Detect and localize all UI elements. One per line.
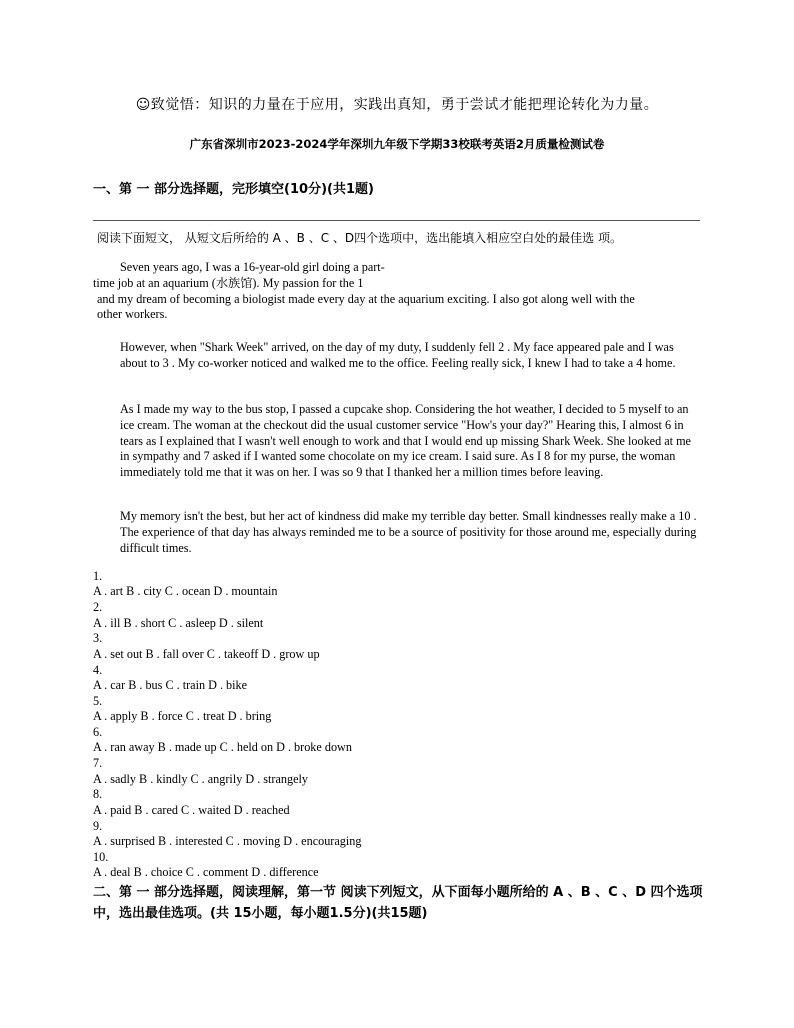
question-number: 1.: [93, 569, 103, 583]
question-item: [93, 600, 361, 631]
question-item: [93, 569, 361, 600]
passage-line: other workers.: [97, 307, 168, 322]
passage-text: My memory isn't the best, but her act of kindness did make my terrible day better. Small kindnesses really make a 10 . The experience of that day has always reminded me to be a source of positivity for those around me, especially during difficult times.: [120, 509, 697, 555]
motto: ☺致觉悟：知识的力量在于应用，实践出真知，勇于尝试才能把理论转化为力量。: [135, 97, 659, 113]
question-number: 10.: [93, 849, 109, 864]
question-number: 8.: [93, 787, 103, 802]
question-item: [93, 850, 361, 881]
question-options: A . paid B . cared C . waited D . reached: [93, 802, 290, 817]
section1-instruction: 阅读下面短文， 从短文后所给的 A 、B 、C 、D四个选项中，选出能填入相应空白处的最佳选 项。: [97, 231, 622, 245]
passage-paragraph-2: [93, 340, 701, 372]
question-options: A . ran away B . made up C . held on D . broke down: [93, 740, 352, 755]
section2-heading: 二、第 一 部分选择题，阅读理解，第一节 阅读下列短文，从下面每小题所给的 A 、B 、C 、D 四个选项中，选出最佳选项。(共 15小题，每小题1.5分)(共15题): [93, 885, 703, 921]
question-item: [93, 787, 361, 818]
question-item: [93, 694, 361, 725]
passage-text: As I made my way to the bus stop, I passed a cupcake shop. Considering the hot weather, I decided to 5 myself to an ice cream. The woman at the checkout did the usual customer service "How's your day?" Hearing this, I almost 6 in tears as I explained that I wasn't well enough to work and that I would end up missing Shark Week. She looked at me in sympathy and 7 asked if I wanted some chocolate on my ice cream. I said sure. As I 8 for my purse, the woman immediately told me that it was on her. I was so 9 that I thanked her a million times before leaving.: [120, 402, 691, 480]
question-options: A . surprised B . interested C . moving D . encouraging: [93, 833, 362, 848]
section1-heading: 一、第 一 部分选择题，完形填空(10分)(共1题): [93, 182, 374, 197]
document-title: 广东省深圳市2023-2024学年深圳九年级下学期33校联考英语2月质量检测试卷: [189, 137, 605, 151]
question-number: 7.: [93, 756, 103, 771]
question-item: [93, 725, 361, 756]
question-options: A . car B . bus C . train D . bike: [93, 677, 248, 692]
question-options: A . ill B . short C . asleep D . silent: [93, 615, 264, 630]
question-number: 4.: [93, 662, 103, 677]
question-number: 5.: [93, 693, 103, 708]
passage-line: Seven years ago, I was a 16-year-old girl doing a part-: [120, 260, 385, 274]
question-item: [93, 756, 361, 787]
passage-paragraph-1: [93, 260, 701, 323]
question-options: A . apply B . force C . treat D . bring: [93, 709, 272, 724]
question-options: A . sadly B . kindly C . angrily D . strangely: [93, 771, 308, 786]
section-divider: [93, 220, 700, 221]
question-item: [93, 631, 361, 662]
passage-paragraph-3: [93, 402, 701, 481]
passage-line: and my dream of becoming a biologist made every day at the aquarium exciting. I also got along well with the: [97, 291, 635, 306]
question-options: A . set out B . fall over C . takeoff D . grow up: [93, 646, 320, 661]
passage-text: However, when "Shark Week" arrived, on the day of my duty, I suddenly fell 2 . My face appeared pale and I was about to 3 . My co-worker noticed and walked me to the office. Feeling really sick, I knew I had to take a 4 home.: [120, 340, 676, 370]
question-item: [93, 663, 361, 694]
question-list: [93, 569, 361, 881]
question-number: 6.: [93, 724, 103, 739]
question-number: 2.: [93, 600, 103, 615]
passage-paragraph-4: [93, 509, 701, 556]
question-options: A . deal B . choice C . comment D . difference: [93, 865, 319, 880]
passage-line: time job at an aquarium (水族馆). My passion for the 1: [93, 275, 364, 290]
question-number: 9.: [93, 818, 103, 833]
question-number: 3.: [93, 631, 103, 646]
question-options: A . art B . city C . ocean D . mountain: [93, 584, 278, 599]
question-item: [93, 819, 361, 850]
